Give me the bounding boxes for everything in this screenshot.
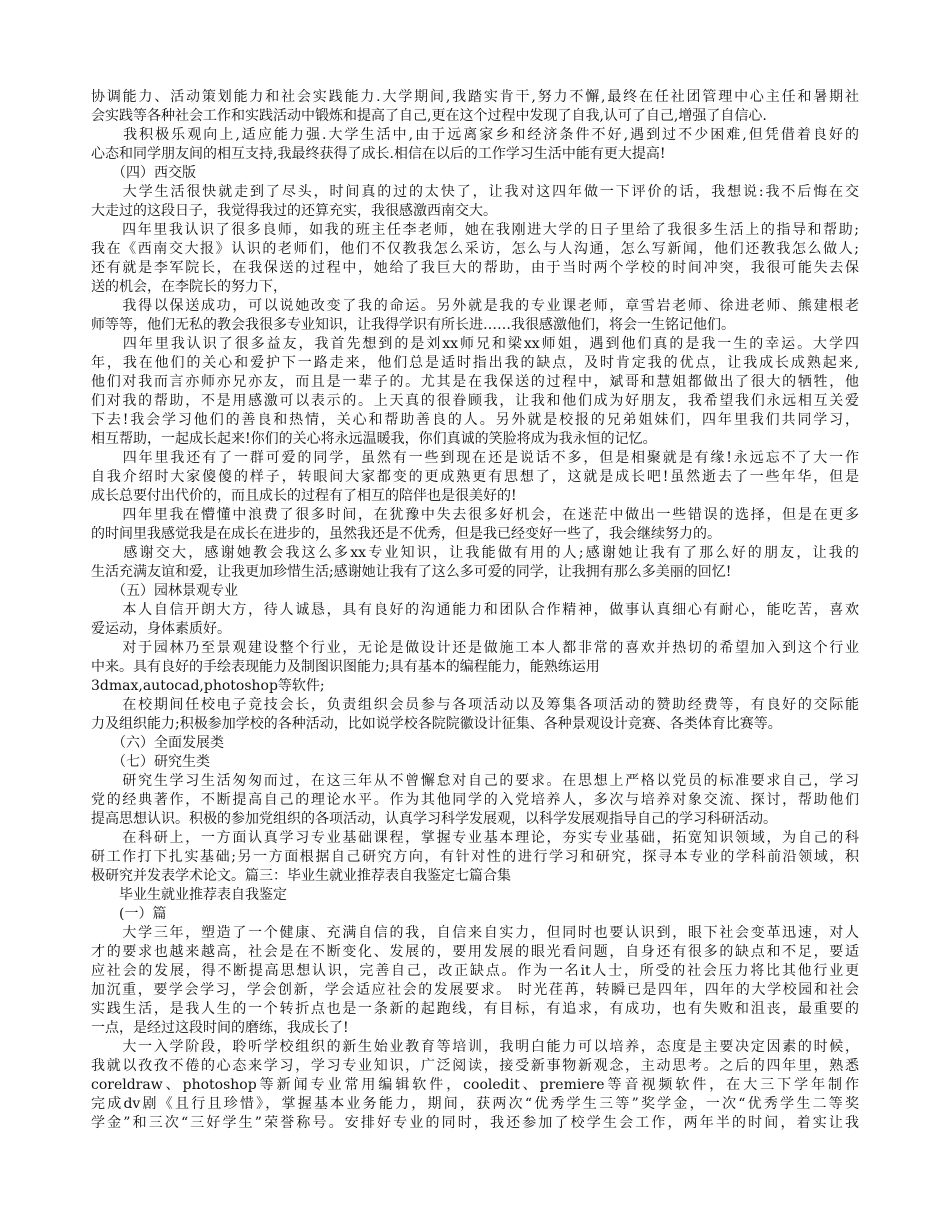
text-line: 实践生活，是我人生的一个转折点也是一条新的起跑线，有目标，有追求，有成功，也有失败和沮丧，最重要的 bbox=[91, 1001, 859, 1017]
text-line: 对于园林乃至景观建设整个行业，无论是做设计还是做施工本人都非常的喜欢并热切的希望加入到这个行业 bbox=[91, 640, 859, 656]
text-line: 中来。具有良好的手绘表现能力及制图识图能力;具有基本的编程能力，能熟练运用 bbox=[91, 659, 600, 675]
text-line: 我就以孜孜不倦的心态来学习，学习专业知识，广泛阅读，接受新事物新观念，主动思考。之后的四年里，熟悉 bbox=[91, 1058, 859, 1074]
text-line: 我积极乐观向上,适应能力强.大学生活中,由于远离家乡和经济条件不好,遇到过不少困难,但凭借着良好的 bbox=[91, 127, 859, 143]
text-line: 还有就是李军院长，在我保送的过程中，她给了我巨大的帮助，由于当时两个学校的时间冲突，我很可能失去保 bbox=[91, 260, 859, 276]
text-line: 毕业生就业推荐表自我鉴定 bbox=[91, 887, 287, 903]
text-line: 应社会的发展，得不断提高思想认识，完善自己，改正缺点。作为一名it人士，所受的社会压力将比其他行业更 bbox=[91, 963, 859, 979]
text-line: 生活充满友谊和爱，让我更加珍惜生活;感谢她让我有了这么多可爱的同学，让我拥有那么多美丽的回忆! bbox=[91, 564, 732, 580]
text-line: 大学三年，塑造了一个健康、充满自信的我，自信来自实力，但同时也要认识到，眼下社会变革迅速，对人 bbox=[91, 925, 859, 941]
text-line: 的时间里我感觉我是在成长在进步的，虽然我还是不优秀，但是我已经变好一些了，我会继续努力的。 bbox=[91, 526, 721, 542]
text-line: 大学生活很快就走到了尽头，时间真的过的太快了，让我对这四年做一下评价的话，我想说:我不后悔在交 bbox=[91, 184, 859, 200]
text-line: 大走过的这段日子，我觉得我过的还算充实，我很感激西南交大。 bbox=[91, 203, 497, 219]
text-line: coreldraw、photoshop等新闻专业常用编辑软件，cooledit、premiere等音视频软件，在大三下学年制作 bbox=[91, 1077, 859, 1093]
text-line: 四年里我认识了很多益友，我首先想到的是刘xx师兄和梁xx师姐，遇到他们真的是我一生的幸运。大学四 bbox=[91, 336, 859, 352]
text-line: 提高思想认识。积极的参加党组织的各项活动，认真学习科学发展观，以科学发展观指导自己的学习科研活动。 bbox=[91, 811, 777, 827]
text-line: 力及组织能力;积极参加学校的各种活动，比如说学校各院院徽设计征集、各种景观设计竞赛、各类体育比赛等。 bbox=[91, 716, 782, 732]
text-line: 学金”和三次“三好学生”荣誉称号。安排好专业的同时，我还参加了校学生会工作，两年半的时间，着实让我 bbox=[91, 1115, 859, 1131]
text-line: (一）篇 bbox=[91, 906, 167, 922]
text-line: 四年里我认识了很多良师，如我的班主任李老师，她在我刚进大学的日子里给了我很多生活上的指导和帮助; bbox=[91, 222, 859, 238]
text-line: 一点，是经过这段时间的磨练，我成长了! bbox=[91, 1020, 349, 1036]
text-line: 在科研上，一方面认真学习专业基础课程，掌握专业基本理论，夯实专业基础，拓宽知识领域，为自己的科 bbox=[91, 830, 859, 846]
text-line: （五）园林景观专业 bbox=[91, 583, 238, 599]
text-line: 四年里我在懵懂中浪费了很多时间，在犹豫中失去很多好机会，在迷茫中做出一些错误的选择，但是在更多 bbox=[91, 507, 859, 523]
text-line: 年，我在他们的关心和爱护下一路走来，他们总是适时指出我的缺点，及时肯定我的优点，让我成长成熟起来, bbox=[91, 355, 859, 371]
text-line: （四）西交版 bbox=[91, 165, 196, 181]
text-line: 加沉重，要学会学习，学会创新，学会适应社会的发展要求。 时光荏苒，转瞬已是四年，四年的大学校园和社会 bbox=[91, 982, 859, 998]
text-line: （七）研究生类 bbox=[91, 754, 210, 770]
text-line: 3dmax,autocad,photoshop等软件; bbox=[91, 678, 325, 694]
text-line: 爱运动，身体素质好。 bbox=[91, 621, 231, 637]
text-line: 他们对我而言亦师亦兄亦友，而且是一辈子的。尤其是在我保送的过程中，斌哥和慧姐都做出了很大的牺牲，他 bbox=[91, 374, 859, 390]
text-line: 极研究并发表学术论文。篇三：毕业生就业推荐表自我鉴定七篇合集 bbox=[91, 868, 511, 884]
text-line: 会实践等各种社会工作和实践活动中锻炼和提高了自己,更在这个过程中发现了自我,认可了自己,增强了自信心. bbox=[91, 108, 767, 124]
text-line: 师等等，他们无私的教会我很多专业知识，让我得学识有所长进……我很感激他们，将会一生铭记他们。 bbox=[91, 317, 735, 333]
text-line: 党的经典著作，不断提高自己的理论水平。作为其他同学的入党培养人，多次与培养对象交流、探讨，帮助他们 bbox=[91, 792, 859, 808]
text-line: 才的要求也越来越高，社会是在不断变化、发展的，要用发展的眼光看问题，自身还有很多的缺点和不足，要适 bbox=[91, 944, 859, 960]
text-line: 研究生学习生活匆匆而过，在这三年从不曾懈怠对自己的要求。在思想上严格以党员的标准要求自己，学习 bbox=[91, 773, 859, 789]
text-line: 四年里我还有了一群可爱的同学，虽然有一些到现在还是说话不多，但是相聚就是有缘!永远忘不了大一作 bbox=[91, 450, 859, 466]
text-line: 研工作打下扎实基础;另一方面根据自己研究方向，有针对性的进行学习和研究，探寻本专业的学科前沿领域，积 bbox=[91, 849, 859, 865]
text-line: 送的机会，在李院长的努力下， bbox=[91, 279, 287, 295]
text-line: 相互帮助，一起成长起来!你们的关心将永远温暖我，你们真诚的笑脸将成为我永恒的记忆。 bbox=[91, 431, 657, 447]
text-line: 本人自信开朗大方，待人诚恳，具有良好的沟通能力和团队合作精神，做事认真细心有耐心，能吃苦，喜欢 bbox=[91, 602, 859, 618]
text-line: 协调能力、活动策划能力和社会实践能力.大学期间,我踏实肯干,努力不懈,最终在任社团管理中心主任和暑期社 bbox=[91, 89, 859, 105]
text-line: 大一入学阶段，聆听学校组织的新生始业教育等培训，我明白能力可以培养，态度是主要决定因素的时候， bbox=[91, 1039, 859, 1055]
document-page bbox=[91, 88, 859, 1133]
text-line: （六）全面发展类 bbox=[91, 735, 224, 751]
text-line: 我得以保送成功，可以说她改变了我的命运。另外就是我的专业课老师，章雪岩老师、徐进老师、熊建根老 bbox=[91, 298, 859, 314]
text-line: 在校期间任校电子竞技会长，负责组织会员参与各项活动以及筹集各项活动的赞助经费等，有良好的交际能 bbox=[91, 697, 859, 713]
text-line: 自我介绍时大家傻傻的样子，转眼间大家都变的更成熟更有思想了，这就是成长吧!虽然逝去了一些年华，但是 bbox=[91, 469, 859, 485]
text-line: 下去!我会学习他们的善良和热情，关心和帮助善良的人。另外就是校报的兄弟姐妹们，四年里我们共同学习， bbox=[91, 412, 859, 428]
text-line: 心态和同学朋友间的相互支持,我最终获得了成长.相信在以后的工作学习生活中能有更大提高! bbox=[91, 146, 666, 162]
text-line: 成长总要付出代价的，而且成长的过程有了相互的陪伴也是很美好的! bbox=[91, 488, 517, 504]
text-line: 感谢交大，感谢她教会我这么多xx专业知识，让我能做有用的人;感谢她让我有了那么好的朋友，让我的 bbox=[91, 545, 859, 561]
text-line: 完成dv剧《且行且珍惜》，掌握基本业务能力，期间，获两次“优秀学生三等”奖学金，一次“优秀学生二等奖 bbox=[91, 1096, 859, 1112]
text-line: 我在《西南交大报》认识的老师们，他们不仅教我怎么采访，怎么与人沟通，怎么写新闻，他们还教我怎么做人; bbox=[91, 241, 859, 257]
text-line: 们对我的帮助，不是用感激可以表示的。上天真的很眷顾我，让我和他们成为好朋友，我希望我们永远相互关爱 bbox=[91, 393, 859, 409]
